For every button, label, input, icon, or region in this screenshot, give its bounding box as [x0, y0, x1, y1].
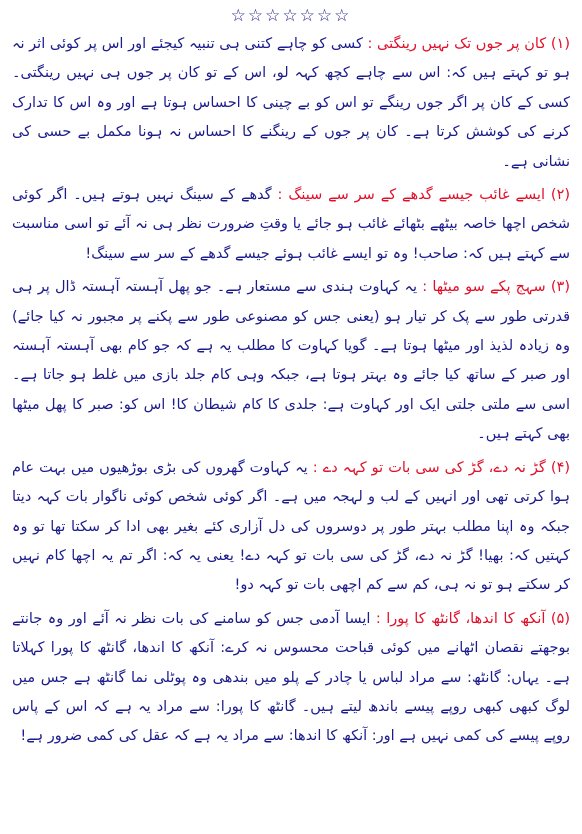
entry-heading: کان پر جوں تک نہیں رینگتی : [367, 36, 547, 52]
entry-heading: سہج پکے سو میٹھا : [422, 279, 546, 296]
entry-text: گدھے کے سینگ نہیں ہوتے ہیں۔ اگر کوئی شخص اچھا خاصہ بیٹھے بٹھائے غائب ہو جائے یا وقتِ ضرورت نظر ہی نہ آئے تو اسی مناسبت سے کہتے ہیں کہ: صاحب! وہ تو ایسے غائب ہوئے جیسے گدھے کے سر سے سینگ! [12, 187, 570, 262]
proverb-entry-2 [12, 181, 570, 269]
entry-number: (۲) [550, 187, 571, 204]
entry-number: (۱) [550, 36, 571, 52]
proverb-entry-4 [12, 454, 570, 601]
entry-heading: گڑ نہ دے، گڑ کی سی بات تو کہہ دے : [312, 459, 546, 476]
entry-heading: آنکھ کا اندھا، گانٹھ کا پورا : [375, 610, 546, 627]
entry-number: (۳) [550, 279, 571, 296]
entry-text: یہ کہاوت گھروں کی بڑی بوڑھیوں میں بہت عام ہوا کرتی تھی اور انہیں کے لب و لہجہ میں ہے۔ اگر کوئی شخص کوئی ناگوار بات کہہ دیتا جبکہ وہ اپنا مطلب بہتر طور پر دوسروں کی دل آزاری کئے بغیر بھی ادا کر سکتا تھا تو وہ کہتیں کہ: بھیا! گڑ نہ دے، گڑ کی سی بات تو کہہ دے! یعنی یہ کہ: اگر تم یہ اچھا کام نہیں کر سکتے ہو تو نہ ہی، کم سے کم اچھی بات تو کہہ دو! [12, 459, 570, 594]
entry-text: کسی کو چاہے کتنی ہی تنبیہ کیجئے اور اس پر کوئی اثر نہ ہو تو کہتے ہیں کہ: اس سے چاہے کچھ کہہ لو، اس کے تو کان پر جوں ہی نہیں رینگتی۔ کسی کے کان پر اگر جوں رینگے تو اس کو بے چینی کا احساس ہوتا ہے اور وہ اس کا تدارک کرنے کی کوشش کرتا ہے۔ کان پر جوں کے رینگنے کا احساس نہ ہونا مکمل بے حسی کی نشانی ہے۔ [12, 36, 570, 170]
stars-divider: ☆☆☆☆☆☆☆ [230, 6, 352, 26]
entry-text: ایسا آدمی جس کو سامنے کی بات نظر نہ آئے اور وہ جانتے بوجھتے نقصان اٹھانے میں کوئی قباحت محسوس نہ کرے: آنکھ کا اندھا، گانٹھ کا پورا کہلاتا ہے۔ یہاں: گانٹھ: سے مراد لباس یا چادر کے پلو میں بندھی وہ پوٹلی نما گانٹھ ہے جس میں لوگ کبھی کبھی روپے پیسے باندھ لیتے ہیں۔ گانٹھ کا پورا: سے مراد یہ ہے کہ اس کے پاس روپے پیسے کی کمی نہیں ہے اور: آنکھ کا اندھا: سے مراد یہ ہے کہ عقل کی کمی ضرور ہے! [12, 610, 570, 745]
entry-heading: ایسے غائب جیسے گدھے کے سر سے سینگ : [277, 187, 545, 204]
proverb-entry-5 [12, 605, 570, 752]
entry-number: (۴) [550, 459, 571, 476]
entry-text: یہ کہاوت ہندی سے مستعار ہے۔ جو پھل آہستہ آہستہ ڈال پر ہی قدرتی طور سے پک کر تیار ہو (یعنی جس کو مصنوعی طور سے پکنے پر مجبور نہ کیا جائے) وہ زیادہ لذیذ اور میٹھا ہوتا ہے۔ گویا کہاوت کا مطلب یہ ہے کہ جو کام بھی آہستہ آہستہ اور صبر کے ساتھ کیا جائے وہ بہتر ہوتا ہے، جبکہ وہی کام جلد بازی میں غلط ہو جاتا ہے۔ اسی سے ملتی جلتی ایک اور کہاوت ہے: جلدی کا کام شیطان کا! اس کو: صبر کا پھل میٹھا بھی کہتے ہیں۔ [12, 279, 570, 443]
proverb-entry-1 [12, 30, 570, 177]
proverb-entry-3 [12, 273, 570, 449]
entry-number: (۵) [550, 610, 571, 627]
